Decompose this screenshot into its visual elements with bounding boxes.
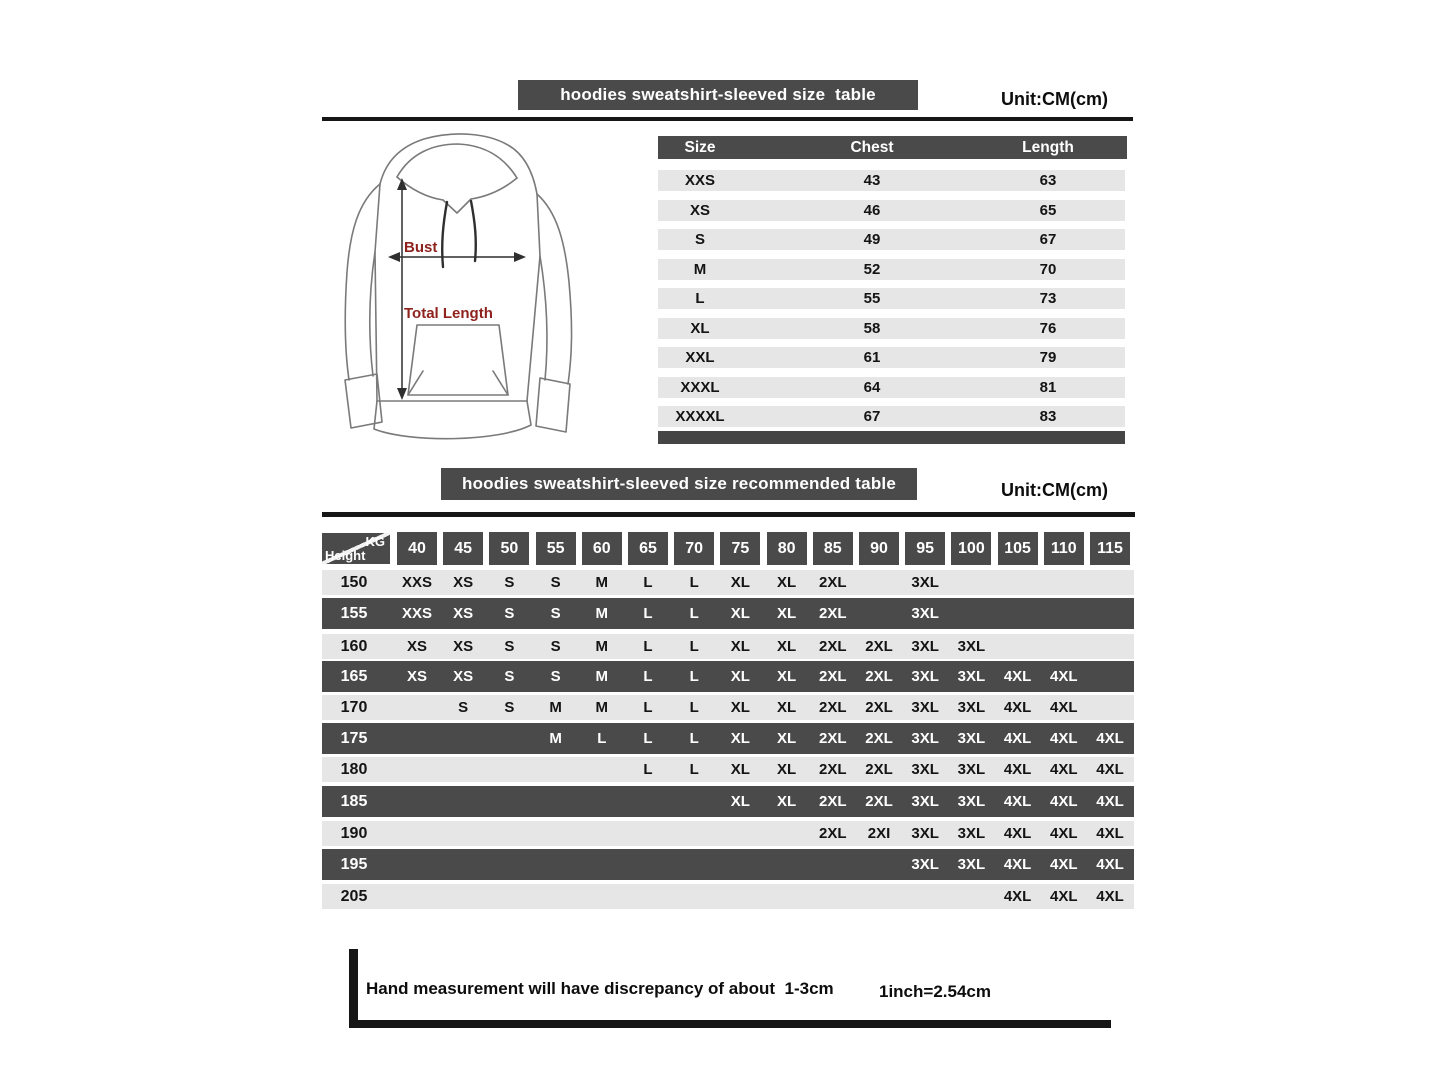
recommended-size-cell: XXS <box>401 605 432 622</box>
sleeve-right-outer <box>537 194 572 384</box>
kg-axis-label: KG <box>365 534 385 549</box>
height-label: 165 <box>340 668 368 685</box>
footer-vertical-bar <box>349 949 358 1028</box>
size-table-cell: 46 <box>863 201 881 219</box>
recommended-size-cell: XS <box>453 638 474 655</box>
recommended-size-cell: 3XL <box>911 638 939 655</box>
height-label: 195 <box>340 856 368 873</box>
recommended-size-cell: L <box>643 574 653 591</box>
recommended-size-cell: XS <box>406 638 427 655</box>
arrowhead-left-icon <box>388 252 400 262</box>
height-label: 170 <box>340 699 368 716</box>
size-table-cell: 49 <box>863 231 881 248</box>
recommended-size-cell: 4XL <box>1003 793 1032 810</box>
recommended-size-cell: 4XL <box>1050 793 1078 810</box>
size-table-bottom-bar <box>658 431 1125 444</box>
kg-column-header: 100 <box>951 532 991 565</box>
recommended-size-cell: S <box>504 605 515 622</box>
chest-column-header: Chest <box>850 139 894 156</box>
recommended-size-cell: L <box>643 761 653 778</box>
recommended-size-cell: 4XL <box>1003 856 1032 873</box>
sleeve-left-inner <box>370 252 375 376</box>
size-table-row <box>658 377 1125 398</box>
recommended-size-cell: 2XL <box>865 638 893 655</box>
size-table-title-bar <box>518 80 918 110</box>
recommended-size-cell: S <box>458 699 469 716</box>
height-label: 180 <box>340 761 368 778</box>
recommended-size-cell: L <box>643 730 653 747</box>
kg-column-header: 50 <box>489 532 529 565</box>
kg-column-header: 65 <box>628 532 668 565</box>
recommended-size-cell: L <box>689 605 699 622</box>
recommended-size-cell: 4XL <box>1096 793 1124 810</box>
recommended-size-cell: 4XL <box>1096 825 1124 842</box>
recommended-size-cell: 3XL <box>957 856 986 873</box>
recommended-size-cell: 2XL <box>865 793 893 810</box>
recommended-size-cell: XL <box>777 730 797 747</box>
recommended-table-title: hoodies sweatshirt-sleeved size recommended table <box>461 474 896 493</box>
recommended-size-cell: 4XL <box>1050 699 1078 716</box>
size-table-cell: 55 <box>863 290 881 307</box>
recommended-size-cell: 2XL <box>819 605 847 622</box>
kg-column-header: 95 <box>905 532 945 565</box>
kg-header-row <box>322 532 1135 566</box>
recommended-size-cell: 4XL <box>1096 730 1124 747</box>
recommended-size-cell: S <box>550 574 561 591</box>
size-table-row <box>658 170 1125 191</box>
recommended-size-cell: 3XL <box>957 825 986 842</box>
recommended-size-cell: 3XL <box>957 699 986 716</box>
recommended-size-cell: 4XL <box>1050 730 1078 747</box>
recommended-size-cell: XL <box>730 605 750 622</box>
top-divider-line <box>322 117 1133 121</box>
size-table-cell: 67 <box>863 408 881 425</box>
recommended-size-cell: L <box>689 668 699 685</box>
recommended-size-cell: XL <box>730 699 750 716</box>
size-table-cell: XL <box>690 319 710 337</box>
recommended-size-cell: S <box>504 699 515 716</box>
recommended-size-cell: 3XL <box>911 574 939 591</box>
recommended-table-unit-label: Unit:CM(cm) <box>1001 480 1108 500</box>
recommended-size-cell: 2XL <box>819 699 847 716</box>
size-table-cell: L <box>695 290 705 307</box>
size-table-cell: XXXL <box>680 378 720 396</box>
recommended-size-cell: 4XL <box>1003 825 1032 842</box>
bust-label: Bust <box>404 239 438 256</box>
size-table-cell: 79 <box>1039 349 1057 366</box>
kangaroo-pocket <box>408 325 508 395</box>
hood-opening <box>397 144 517 178</box>
recommended-size-cell: 2XL <box>865 730 893 747</box>
recommended-size-cell: 4XL <box>1050 856 1078 873</box>
body-right-edge <box>527 194 540 401</box>
recommended-size-cell: S <box>550 638 561 655</box>
size-table-row <box>658 318 1125 339</box>
recommended-size-cell: 4XL <box>1003 888 1032 905</box>
recommended-size-cell: XL <box>777 574 797 591</box>
size-table-row <box>658 406 1125 427</box>
recommended-size-cell: 2XL <box>819 761 847 778</box>
recommended-size-cell: 3XL <box>957 730 986 747</box>
recommended-size-cell: M <box>549 699 562 716</box>
recommended-size-cell: XS <box>453 574 474 591</box>
recommended-size-cell: M <box>595 574 609 591</box>
recommended-size-cell: 4XL <box>1050 668 1078 685</box>
recommended-size-cell: L <box>689 638 699 655</box>
recommended-size-cell: 3XL <box>911 793 939 810</box>
size-table-cell: 76 <box>1039 319 1057 337</box>
size-column-header: Size <box>684 139 716 156</box>
size-table-cell: S <box>694 231 706 248</box>
recommended-size-cell: 4XL <box>1003 668 1032 685</box>
size-table-cell: XXL <box>685 349 715 366</box>
recommended-size-cell: 2XL <box>865 699 893 716</box>
height-label: 185 <box>340 793 368 810</box>
height-label: 190 <box>340 825 368 842</box>
recommended-size-cell: L <box>689 761 699 778</box>
recommended-size-cell: XL <box>777 761 797 778</box>
kg-column-header: 115 <box>1090 532 1130 565</box>
height-label: 175 <box>340 730 368 747</box>
size-table-row <box>658 347 1125 368</box>
recommended-size-cell: XL <box>777 638 797 655</box>
kg-column-header: 70 <box>674 532 714 565</box>
recommended-size-cell: 3XL <box>957 761 986 778</box>
recommended-size-cell: 4XL <box>1096 888 1124 905</box>
height-label: 155 <box>340 605 368 622</box>
recommended-size-cell: 3XL <box>911 730 939 747</box>
recommended-size-cell: 2XL <box>819 793 847 810</box>
kg-height-corner-cell <box>322 533 390 564</box>
size-table-cell: 63 <box>1039 172 1057 189</box>
recommended-size-cell: XL <box>730 761 750 778</box>
size-table-cell: 83 <box>1039 408 1057 425</box>
kg-column-header: 40 <box>397 532 437 565</box>
height-label: 150 <box>340 574 368 591</box>
recommended-size-cell: L <box>689 699 699 716</box>
recommended-table-row <box>322 695 1134 720</box>
recommended-size-cell: XS <box>453 605 474 622</box>
size-table-cell: 67 <box>1039 231 1057 248</box>
recommended-size-cell: S <box>504 638 515 655</box>
recommended-size-cell: M <box>549 730 562 747</box>
recommended-size-cell: 2XL <box>865 668 893 685</box>
inch-conversion-note: 1inch=2.54cm <box>879 982 991 1001</box>
size-table-row <box>658 200 1125 221</box>
kg-column-header: 75 <box>720 532 760 565</box>
recommended-size-cell: 2XI <box>867 825 891 842</box>
recommended-size-cell: 4XL <box>1096 856 1124 873</box>
recommended-table-row <box>322 786 1134 817</box>
recommended-size-cell: XS <box>406 668 427 685</box>
recommended-size-cell: 2XL <box>819 574 847 591</box>
recommended-size-cell: S <box>550 605 561 622</box>
recommended-size-cell: 3XL <box>957 668 986 685</box>
size-table-title: hoodies sweatshirt-sleeved size table <box>560 85 876 104</box>
recommended-table-row <box>322 723 1134 754</box>
recommended-size-cell: XS <box>453 668 474 685</box>
recommended-size-cell: XL <box>730 793 750 810</box>
size-table-cell: M <box>693 260 707 278</box>
recommended-size-cell: 2XL <box>819 730 847 747</box>
size-table-cell: XS <box>689 201 711 219</box>
recommended-size-cell: 2XL <box>819 668 847 685</box>
size-table-cell: 65 <box>1039 201 1057 219</box>
recommended-size-cell: M <box>595 668 609 685</box>
size-table-cell: 81 <box>1039 378 1057 396</box>
recommended-size-cell: XL <box>777 793 797 810</box>
recommended-size-cell: 3XL <box>911 856 939 873</box>
recommended-size-cell: 2XL <box>819 825 847 842</box>
recommended-table-row <box>322 598 1134 629</box>
recommended-table-row <box>322 821 1134 846</box>
recommended-size-cell: S <box>504 668 515 685</box>
recommended-size-cell: 3XL <box>957 638 986 655</box>
recommended-size-cell: XL <box>777 668 797 685</box>
recommended-size-cell: 3XL <box>957 793 986 810</box>
recommended-size-cell: S <box>550 668 561 685</box>
height-label: 205 <box>340 888 368 905</box>
kg-column-header: 105 <box>998 532 1038 565</box>
hoodie-measurement-diagram <box>330 130 642 455</box>
total-length-label: Total Length <box>404 305 493 322</box>
recommended-size-cell: L <box>643 668 653 685</box>
size-table-cell: 64 <box>863 378 881 396</box>
recommended-size-cell: XL <box>730 730 750 747</box>
recommended-size-cell: XL <box>730 668 750 685</box>
height-label: 160 <box>340 638 368 655</box>
recommended-size-cell: 2XL <box>819 638 847 655</box>
kg-column-header: 80 <box>767 532 807 565</box>
recommended-size-cell: 4XL <box>1050 761 1078 778</box>
middle-divider-line <box>322 512 1135 517</box>
recommended-size-cell: 3XL <box>911 825 939 842</box>
size-table-row <box>658 288 1125 309</box>
recommended-size-cell: L <box>689 574 699 591</box>
size-table-cell: 70 <box>1039 260 1057 278</box>
recommended-table-row <box>322 661 1134 692</box>
recommended-size-cell: XL <box>777 605 797 622</box>
recommended-size-cell: 4XL <box>1003 730 1032 747</box>
size-table-row <box>658 259 1125 280</box>
kg-column-header: 45 <box>443 532 483 565</box>
collar-right <box>471 178 517 199</box>
drawstring-right <box>471 201 476 261</box>
kg-column-header: 85 <box>813 532 853 565</box>
measurement-note: Hand measurement will have discrepancy of about 1-3cm <box>366 979 834 998</box>
recommended-size-cell: XL <box>730 638 750 655</box>
recommended-table-row <box>322 757 1134 782</box>
size-table-cell: 52 <box>863 260 881 278</box>
recommended-size-cell: M <box>595 605 609 622</box>
recommended-table-row <box>322 570 1134 595</box>
kg-column-header: 55 <box>536 532 576 565</box>
recommended-size-cell: M <box>595 638 609 655</box>
length-column-header: Length <box>1022 139 1074 156</box>
height-axis-label: Height <box>325 548 366 563</box>
recommended-size-cell: 4XL <box>1050 888 1078 905</box>
recommended-size-cell: 3XL <box>911 668 939 685</box>
hem-band <box>374 401 531 439</box>
size-table-row <box>658 229 1125 250</box>
size-table-unit-label: Unit:CM(cm) <box>1001 89 1108 109</box>
recommended-size-cell: 2XL <box>865 761 893 778</box>
size-table-cell: 43 <box>863 172 881 189</box>
recommended-size-cell: 4XL <box>1003 699 1032 716</box>
cuff-right <box>536 378 570 432</box>
recommended-size-cell: XL <box>777 699 797 716</box>
recommended-table-row <box>322 884 1134 909</box>
recommended-size-cell: 3XL <box>911 605 939 622</box>
size-table-cell: 58 <box>863 319 881 337</box>
kg-column-header: 110 <box>1044 532 1084 565</box>
size-table-cell: 73 <box>1039 290 1057 307</box>
size-table-cell: XXXXL <box>675 408 725 425</box>
recommended-size-cell: L <box>643 699 653 716</box>
recommended-size-cell: 3XL <box>911 699 939 716</box>
recommended-size-cell: L <box>643 638 653 655</box>
recommended-size-cell: L <box>643 605 653 622</box>
size-table-cell: XXS <box>684 172 716 189</box>
size-table-cell: 61 <box>863 349 881 366</box>
sleeve-right-inner <box>540 256 547 380</box>
kg-column-header: 90 <box>859 532 899 565</box>
footer-horizontal-bar <box>349 1020 1111 1028</box>
recommended-size-cell: L <box>597 730 607 747</box>
recommended-size-cell: S <box>504 574 515 591</box>
recommended-table-title-bar <box>441 468 917 500</box>
size-table-header <box>658 136 1127 159</box>
recommended-size-cell: 3XL <box>911 761 939 778</box>
recommended-size-cell: XXS <box>401 574 432 591</box>
arrowhead-right-icon <box>514 252 526 262</box>
recommended-size-cell: M <box>595 699 609 716</box>
recommended-table-row <box>322 849 1134 880</box>
body-left-edge <box>375 184 380 401</box>
recommended-table-row <box>322 634 1134 659</box>
arrowhead-down-icon <box>397 388 407 400</box>
recommended-size-cell: 4XL <box>1050 825 1078 842</box>
recommended-size-cell: 4XL <box>1096 761 1124 778</box>
recommended-size-cell: XL <box>730 574 750 591</box>
kg-column-header: 60 <box>582 532 622 565</box>
recommended-size-cell: L <box>689 730 699 747</box>
recommended-size-cell: 4XL <box>1003 761 1032 778</box>
